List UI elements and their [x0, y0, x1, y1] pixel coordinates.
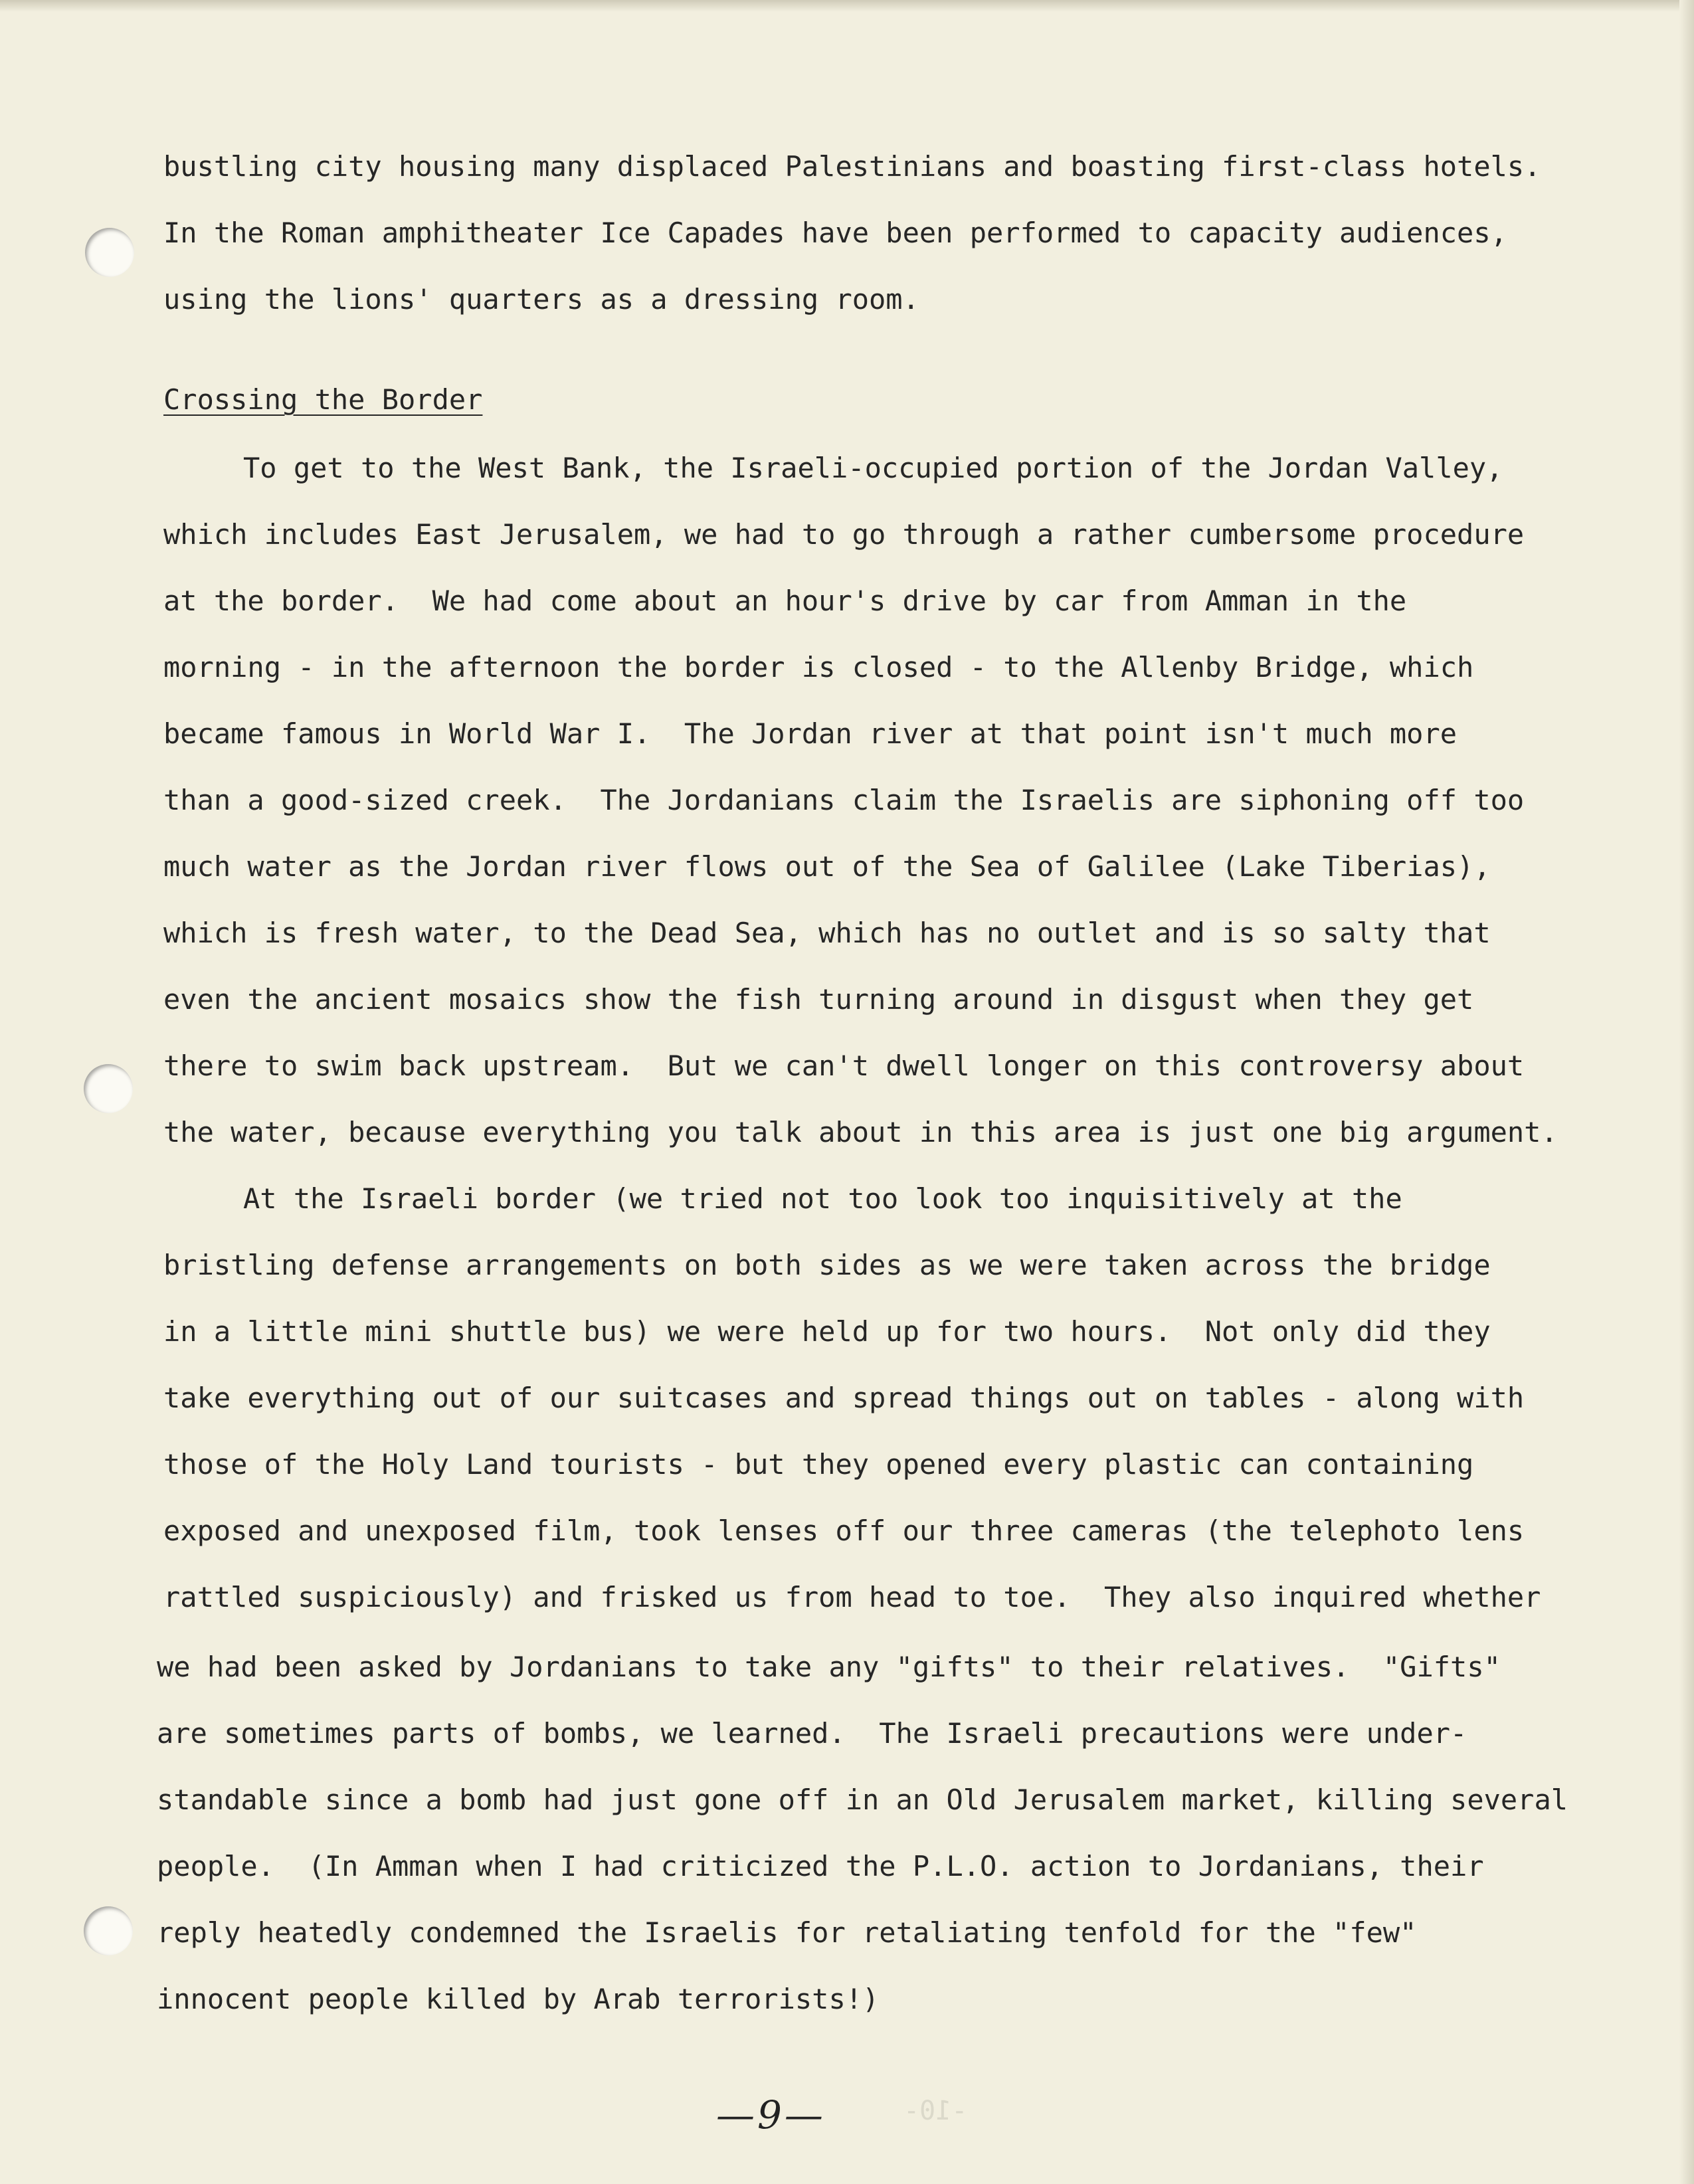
- text-line: became famous in World War I. The Jordan river at that point isn't much more: [163, 717, 1458, 750]
- text-line: At the Israeli border (we tried not too look too inquisitively at the: [243, 1182, 1402, 1215]
- text-line: even the ancient mosaics show the fish turning around in disgust when they get: [163, 983, 1474, 1016]
- text-line: To get to the West Bank, the Israeli-occupied portion of the Jordan Valley,: [243, 452, 1503, 484]
- text-line: which is fresh water, to the Dead Sea, which has no outlet and is so salty that: [163, 917, 1491, 949]
- text-line: innocent people killed by Arab terrorists!): [157, 1983, 880, 2015]
- text-line: bustling city housing many displaced Palestinians and boasting first-class hotels.: [163, 150, 1541, 183]
- text-line: exposed and unexposed film, took lenses off our three cameras (the telephoto lens: [163, 1514, 1525, 1547]
- text-line: take everything out of our suitcases and spread things out on tables - along with: [163, 1382, 1525, 1414]
- text-line: standable since a bomb had just gone off in an Old Jerusalem market, killing several: [157, 1783, 1568, 1816]
- text-line: using the lions' quarters as a dressing room.: [163, 283, 919, 316]
- text-line: there to swim back upstream. But we can't dwell longer on this controversy about: [163, 1049, 1525, 1082]
- punch-hole: [85, 228, 134, 277]
- text-line: people. (In Amman when I had criticized the P.L.O. action to Jordanians, their: [157, 1850, 1484, 1882]
- text-line: rattled suspiciously) and frisked us from head to toe. They also inquired whether: [163, 1581, 1541, 1613]
- text-line: those of the Holy Land tourists - but they opened every plastic can containing: [163, 1448, 1474, 1481]
- text-line: much water as the Jordan river flows out of the Sea of Galilee (Lake Tiberias),: [163, 850, 1491, 883]
- text-line: at the border. We had come about an hour's drive by car from Amman in the: [163, 585, 1407, 617]
- text-line: In the Roman amphitheater Ice Capades have been performed to capacity audiences,: [163, 217, 1507, 249]
- page-right-edge: [1679, 0, 1694, 2184]
- text-line: we had been asked by Jordanians to take any "gifts" to their relatives. "Gifts": [157, 1651, 1501, 1683]
- punch-hole: [84, 1906, 133, 1956]
- text-line: than a good-sized creek. The Jordanians claim the Israelis are siphoning off too: [163, 784, 1525, 816]
- text-line: morning - in the afternoon the border is closed - to the Allenby Bridge, which: [163, 651, 1474, 683]
- page-top-edge: [0, 0, 1694, 12]
- text-line: reply heatedly condemned the Israelis for retaliating tenfold for the "few": [157, 1916, 1417, 1949]
- text-line: which includes East Jerusalem, we had to go through a rather cumbersome procedure: [163, 518, 1525, 551]
- text-line: the water, because everything you talk about in this area is just one big argument.: [163, 1116, 1558, 1148]
- bleed-through-page-number: -10-: [903, 2096, 968, 2126]
- text-line: are sometimes parts of bombs, we learned. The Israeli precautions were under-: [157, 1717, 1467, 1750]
- text-line: in a little mini shuttle bus) we were held up for two hours. Not only did they: [163, 1315, 1491, 1348]
- section-heading: Crossing the Border: [163, 383, 483, 416]
- text-line: bristling defense arrangements on both sides as we were taken across the bridge: [163, 1249, 1491, 1281]
- punch-hole: [84, 1064, 133, 1113]
- page-number: —9—: [716, 2092, 826, 2138]
